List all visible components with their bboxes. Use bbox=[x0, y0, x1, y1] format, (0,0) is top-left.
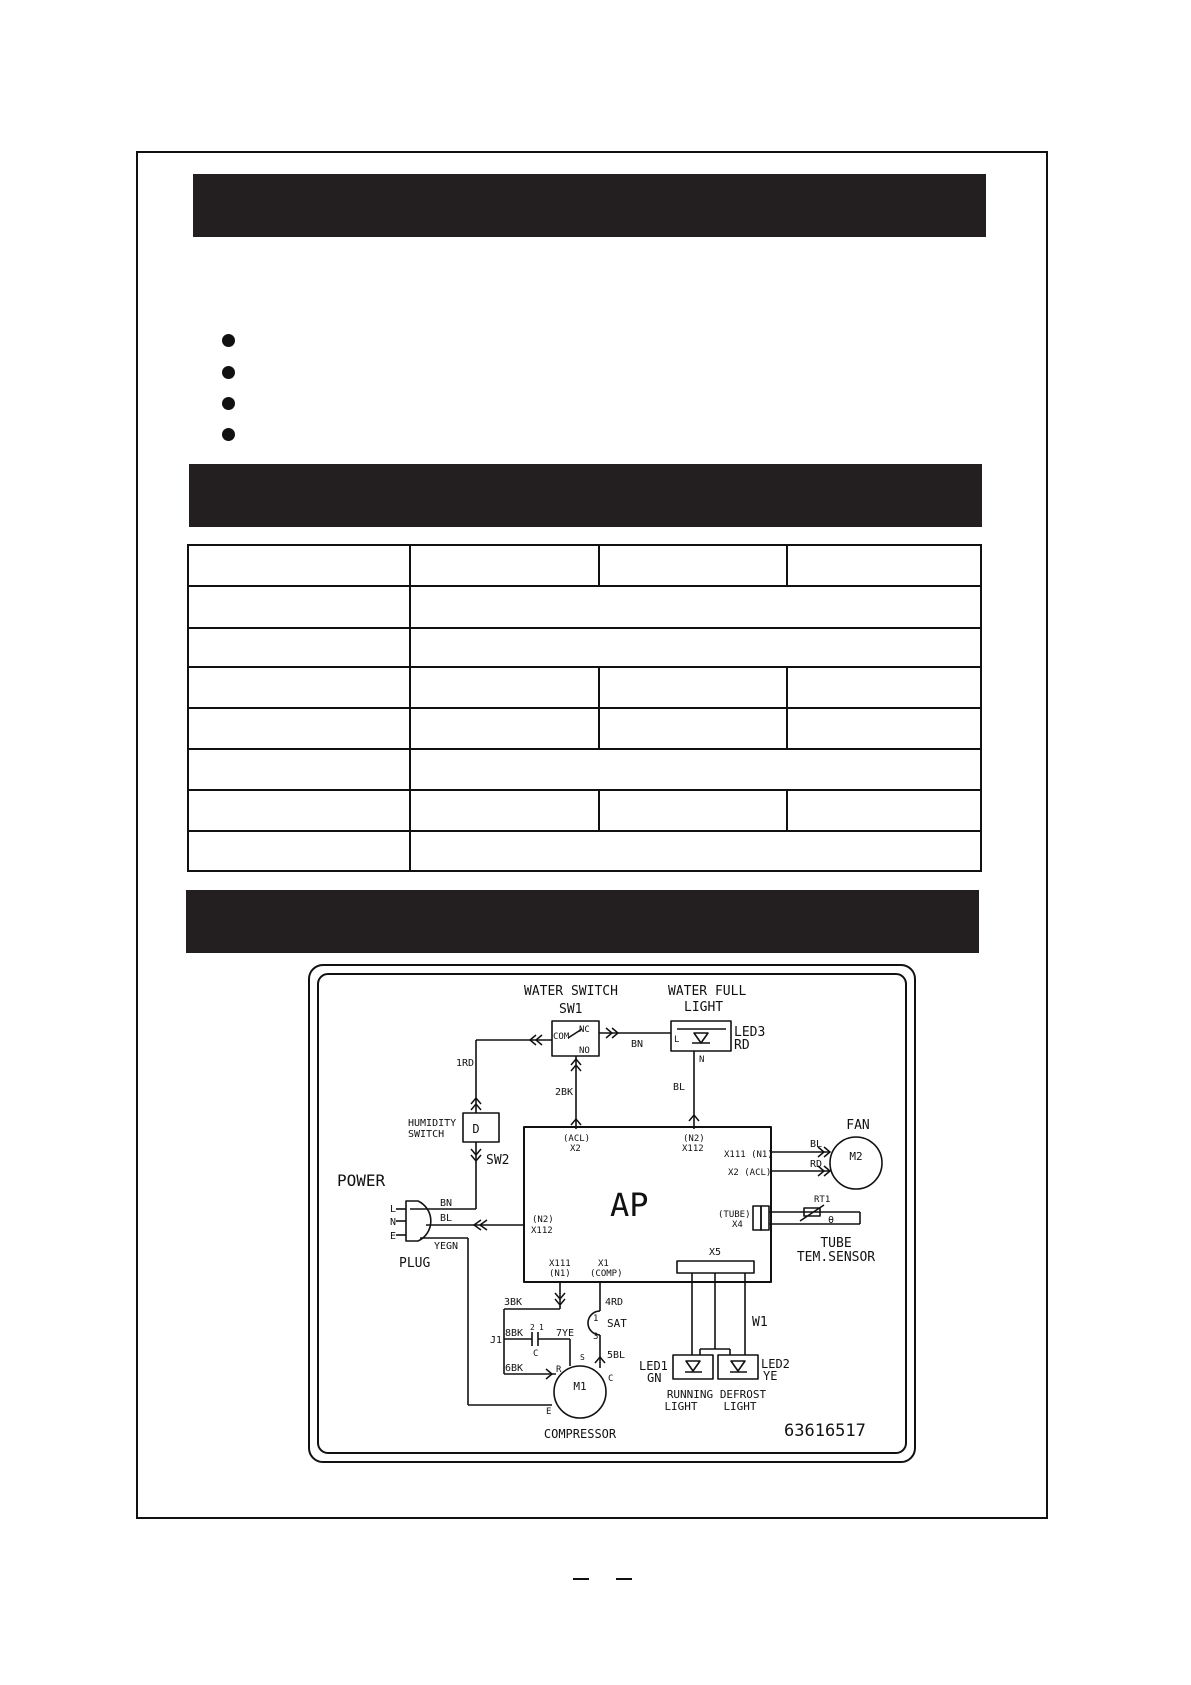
label-plug-e: E bbox=[390, 1231, 397, 1242]
label-n1: (N1) bbox=[549, 1269, 571, 1279]
label-2bk: 2BK bbox=[555, 1087, 574, 1098]
table-row bbox=[188, 708, 981, 749]
label-sat: SAT bbox=[607, 1317, 627, 1330]
label-cap-1: 1 bbox=[539, 1323, 544, 1332]
table-cell bbox=[188, 628, 410, 667]
fan-motor bbox=[830, 1137, 882, 1189]
label-led3-l: L bbox=[674, 1035, 680, 1045]
table-cell bbox=[188, 545, 410, 586]
table-cell bbox=[188, 831, 410, 871]
list-bullet bbox=[222, 366, 235, 379]
label-sw1: SW1 bbox=[559, 1002, 583, 1017]
label-fan: FAN bbox=[846, 1118, 870, 1133]
label-water-full: WATER FULL bbox=[668, 984, 747, 999]
table-row bbox=[188, 749, 981, 790]
page-mark-right bbox=[616, 1578, 632, 1580]
label-4rd: 4RD bbox=[605, 1297, 624, 1308]
table-row bbox=[188, 545, 981, 586]
humidity-switch-box bbox=[463, 1113, 499, 1142]
label-water-switch: WATER SWITCH bbox=[524, 984, 618, 999]
label-plug-bl: BL bbox=[440, 1213, 453, 1224]
table-row bbox=[188, 586, 981, 628]
led3-box bbox=[671, 1021, 731, 1051]
table-cell bbox=[188, 667, 410, 708]
label-gn: GN bbox=[647, 1371, 662, 1385]
label-compressor: COMPRESSOR bbox=[543, 1427, 617, 1441]
label-s: S bbox=[580, 1353, 585, 1362]
label-no: NO bbox=[579, 1046, 590, 1056]
label-c: C bbox=[608, 1374, 614, 1384]
table-cell bbox=[410, 667, 599, 708]
led1-box bbox=[673, 1355, 713, 1379]
label-fan-bl: BL bbox=[810, 1139, 823, 1150]
table-cell bbox=[410, 790, 599, 831]
table-cell bbox=[599, 667, 787, 708]
label-power: POWER bbox=[337, 1171, 386, 1190]
label-comp: (COMP) bbox=[590, 1269, 623, 1279]
label-x112-top: X112 bbox=[682, 1144, 704, 1154]
label-ap: AP bbox=[610, 1186, 649, 1224]
specification-table bbox=[187, 544, 982, 872]
table-cell bbox=[410, 831, 981, 871]
label-plug-bn: BN bbox=[440, 1198, 453, 1209]
label-rd: RD bbox=[734, 1038, 750, 1053]
label-theta: θ bbox=[828, 1215, 835, 1226]
label-x111-n1: X111 (N1) bbox=[724, 1150, 773, 1160]
table-cell bbox=[188, 708, 410, 749]
table-cell bbox=[410, 586, 981, 628]
label-j1: J1 bbox=[490, 1335, 503, 1346]
plug-icon bbox=[406, 1201, 431, 1241]
label-yegn: YEGN bbox=[434, 1241, 459, 1252]
label-led3: LED3 bbox=[734, 1025, 766, 1040]
label-m2: M2 bbox=[849, 1150, 863, 1163]
label-plug-l: L bbox=[390, 1204, 397, 1215]
label-tube: TUBE bbox=[820, 1236, 852, 1251]
table-cell bbox=[787, 790, 981, 831]
label-nc: NC bbox=[579, 1025, 590, 1035]
table-cell bbox=[599, 708, 787, 749]
label-x1: X1 bbox=[598, 1259, 609, 1269]
label-n2-top: (N2) bbox=[683, 1134, 705, 1144]
label-defrost: DEFROST bbox=[719, 1388, 767, 1401]
table-row bbox=[188, 667, 981, 708]
label-drawing-number: 63616517 bbox=[784, 1421, 866, 1441]
label-w1: W1 bbox=[752, 1315, 768, 1330]
label-cap-c: C bbox=[533, 1349, 539, 1359]
label-x112-left: X112 bbox=[531, 1226, 553, 1236]
list-bullet bbox=[222, 428, 235, 441]
table-cell bbox=[787, 667, 981, 708]
label-m1: M1 bbox=[573, 1380, 587, 1393]
label-5bl: 5BL bbox=[607, 1350, 626, 1361]
table-row bbox=[188, 831, 981, 871]
label-tube-x4: (TUBE) bbox=[718, 1210, 751, 1220]
led2-box bbox=[718, 1355, 758, 1379]
label-tem-sensor: TEM.SENSOR bbox=[796, 1250, 876, 1265]
label-defrost-light: LIGHT bbox=[723, 1400, 757, 1413]
label-n2-left: (N2) bbox=[532, 1215, 554, 1225]
label-led2: LED2 bbox=[761, 1357, 790, 1371]
label-sat-3: 3 bbox=[593, 1332, 599, 1342]
page-mark-left bbox=[573, 1578, 589, 1580]
label-com: COM bbox=[553, 1032, 570, 1042]
label-e: E bbox=[546, 1407, 552, 1417]
label-humidity: HUMIDITY bbox=[408, 1118, 457, 1129]
label-x4: X4 bbox=[732, 1220, 743, 1230]
label-bn: BN bbox=[631, 1039, 644, 1050]
label-led1: LED1 bbox=[639, 1359, 668, 1373]
x5-connector bbox=[677, 1261, 754, 1273]
table-cell bbox=[188, 586, 410, 628]
section-header-bar-2 bbox=[189, 464, 982, 527]
table-cell bbox=[787, 545, 981, 586]
table-row bbox=[188, 790, 981, 831]
section-header-bar-3 bbox=[186, 890, 979, 953]
label-light: LIGHT bbox=[684, 1000, 724, 1015]
table-cell bbox=[787, 708, 981, 749]
label-7ye: 7YE bbox=[556, 1328, 575, 1339]
label-sw2: SW2 bbox=[486, 1153, 510, 1168]
label-6bk: 6BK bbox=[505, 1363, 524, 1374]
section-header-bar-1 bbox=[193, 174, 986, 237]
label-plug: PLUG bbox=[399, 1256, 431, 1271]
label-d: D bbox=[472, 1122, 480, 1136]
label-bl: BL bbox=[673, 1082, 686, 1093]
table-cell bbox=[410, 628, 981, 667]
wiring-diagram bbox=[306, 963, 918, 1465]
list-bullet bbox=[222, 397, 235, 410]
label-r: R bbox=[556, 1365, 562, 1375]
table-cell bbox=[188, 749, 410, 790]
table-row bbox=[188, 628, 981, 667]
label-sat-1: 1 bbox=[593, 1314, 599, 1324]
label-plug-n: N bbox=[390, 1217, 397, 1228]
label-x5: X5 bbox=[709, 1247, 722, 1258]
list-bullet bbox=[222, 334, 235, 347]
label-8bk: 8BK bbox=[505, 1328, 524, 1339]
label-x2: X2 bbox=[570, 1144, 581, 1154]
label-ye: YE bbox=[763, 1369, 778, 1383]
label-acl: (ACL) bbox=[563, 1134, 591, 1144]
table-cell bbox=[410, 545, 599, 586]
label-running-light: LIGHT bbox=[664, 1400, 698, 1413]
label-x2-acl: X2 (ACL) bbox=[728, 1168, 772, 1178]
label-led3-n: N bbox=[699, 1055, 705, 1065]
label-1rd: 1RD bbox=[456, 1058, 475, 1069]
label-cap-2: 2 bbox=[530, 1323, 535, 1332]
label-3bk: 3BK bbox=[504, 1297, 523, 1308]
table-cell bbox=[599, 545, 787, 586]
table-cell bbox=[188, 790, 410, 831]
label-rt1: RT1 bbox=[814, 1195, 831, 1205]
table-cell bbox=[410, 708, 599, 749]
table-cell bbox=[410, 749, 981, 790]
label-running: RUNNING bbox=[666, 1388, 714, 1401]
table-cell bbox=[599, 790, 787, 831]
label-x111: X111 bbox=[549, 1259, 571, 1269]
label-fan-rd: RD bbox=[810, 1159, 823, 1170]
label-switch: SWITCH bbox=[408, 1129, 445, 1140]
